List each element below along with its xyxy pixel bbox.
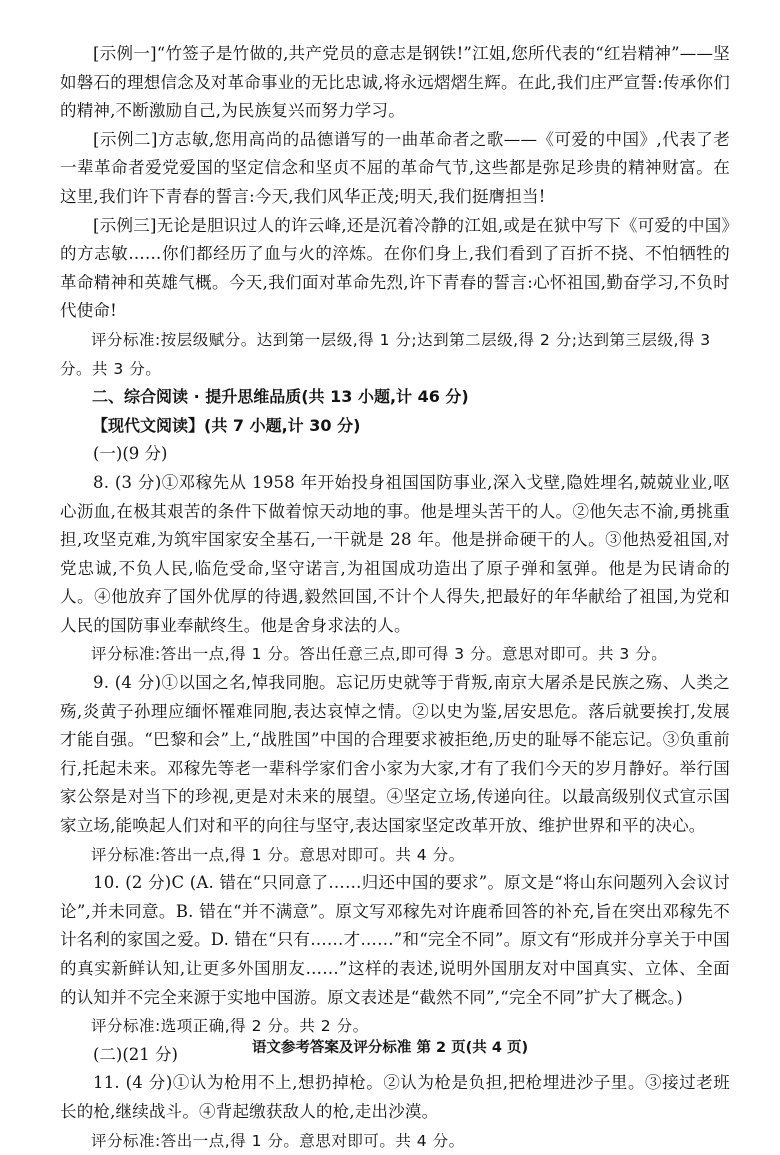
score-criteria-q11: 评分标准:答出一点,得 1 分。意思对即可。共 4 分。 [91, 1131, 465, 1150]
score-criteria-q9: 评分标准:答出一点,得 1 分。意思对即可。共 4 分。 [91, 845, 465, 864]
part-two-title: (二)(21 分) [93, 1044, 178, 1064]
example-1: [示例一]“竹签子是竹做的,共产党员的意志是钢铁!”江姐,您所代表的“红岩精神”——坚如磐石的理想信念及对革命事业的无比忠诚,将永远熠熠生辉。在此,我们庄严宣誓:传承你们的精神,不断激励自己,为民族复兴而努力学习。 [60, 44, 730, 121]
question-10-answer: 10. (2 分)C (A. 错在“只同意了……归还中国的要求”。原文是“将山东问题列入会议讨论”,并未同意。B. 错在“并不满意”。原文写邓稼先对许鹿希回答的补充,旨在突出邓稼先不计名利的家国之爱。D. 错在“只有……才……”和“完全不同”。原文有“形成并分享关于中国的真实新鲜认知,让更多外国朋友……”这样的表述,说明外国朋友对中国真实、立体、全面的认知并不完全来源于实地中国游。原文表述是“截然不同”,“完全不同”扩大了概念。) [60, 873, 730, 1007]
part-one-title: (一)(9 分) [93, 444, 168, 464]
page-footer: 语文参考答案及评分标准 第 2 页(共 4 页) [251, 1040, 529, 1056]
answer-page [60, 40, 730, 1155]
question-11-answer: 11. (4 分)①认为枪用不上,想扔掉枪。②认为枪是负担,把枪埋进沙子里。③接过老班长的枪,继续战斗。④背起缴获敌人的枪,走出沙漠。 [60, 1073, 730, 1121]
score-criteria-q10: 评分标准:选项正确,得 2 分。共 2 分。 [91, 1017, 369, 1036]
section-title: 二、综合阅读 · 提升思维品质(共 13 小题,计 46 分) [92, 387, 469, 407]
question-9-answer: 9. (4 分)①以国之名,悼我同胞。忘记历史就等于背叛,南京大屠杀是民族之殇、人类之殇,炎黄子孙理应缅怀罹难同胞,表达哀悼之情。②以史为鉴,居安思危。落后就要挨打,发展才能自强。“巴黎和会”上,“战胜国”中国的合理要求被拒绝,历史的耻辱不能忘记。③负重前行,托起未来。邓稼先等老一辈科学家们舍小家为大家,才有了我们今天的岁月静好。举行国家公祭是对当下的珍视,更是对未来的展望。④坚定立场,传递向往。以最高级别仪式宣示国家立场,能唤起人们对和平的向往与坚守,表达国家坚定改革开放、维护世界和平的决心。 [60, 673, 730, 836]
score-criteria-examples: 评分标准:按层级赋分。达到第一层级,得 1 分;达到第二层级,得 2 分;达到第三层级,得 3 分。共 3 分。 [60, 330, 711, 378]
score-criteria-q8: 评分标准:答出一点,得 1 分。答出任意三点,即可得 3 分。意思对即可。共 3 分。 [91, 645, 668, 664]
subsection-title: 【现代文阅读】(共 7 小题,计 30 分) [92, 415, 361, 435]
question-8-answer: 8. (3 分)①邓稼先从 1958 年开始投身祖国国防事业,深入戈壁,隐姓埋名,兢兢业业,呕心沥血,在极其艰苦的条件下做着惊天动地的事。他是埋头苦干的人。②他矢志不渝,勇挑重担,攻坚克难,为筑牢国家安全基石,一干就是 28 年。他是拼命硬干的人。③他热爱祖国,对党忠诚,不负人民,临危受命,坚守诺言,为祖国成功造出了原子弹和氢弹。他是为民请命的人。④他放弃了国外优厚的待遇,毅然回国,不计个人得失,把最好的年华献给了祖国,为党和人民的国防事业奉献终生。他是舍身求法的人。 [60, 472, 730, 635]
example-2: [示例二]方志敏,您用高尚的品德谱写的一曲革命者之歌——《可爱的中国》,代表了老一辈革命者爱党爱国的坚定信念和坚贞不屈的革命气节,这些都是弥足珍贵的精神财富。在这里,我们许下青春的誓言:今天,我们风华正茂;明天,我们挺膺担当! [60, 129, 730, 206]
example-3: [示例三]无论是胆识过人的许云峰,还是沉着冷静的江姐,或是在狱中写下《可爱的中国》的方志敏……你们都经历了血与火的淬炼。在你们身上,我们看到了百折不挠、不怕牺牲的革命精神和英雄气概。今天,我们面对革命先烈,许下青春的誓言:心怀祖国,勤奋学习,不负时代使命! [60, 215, 730, 321]
